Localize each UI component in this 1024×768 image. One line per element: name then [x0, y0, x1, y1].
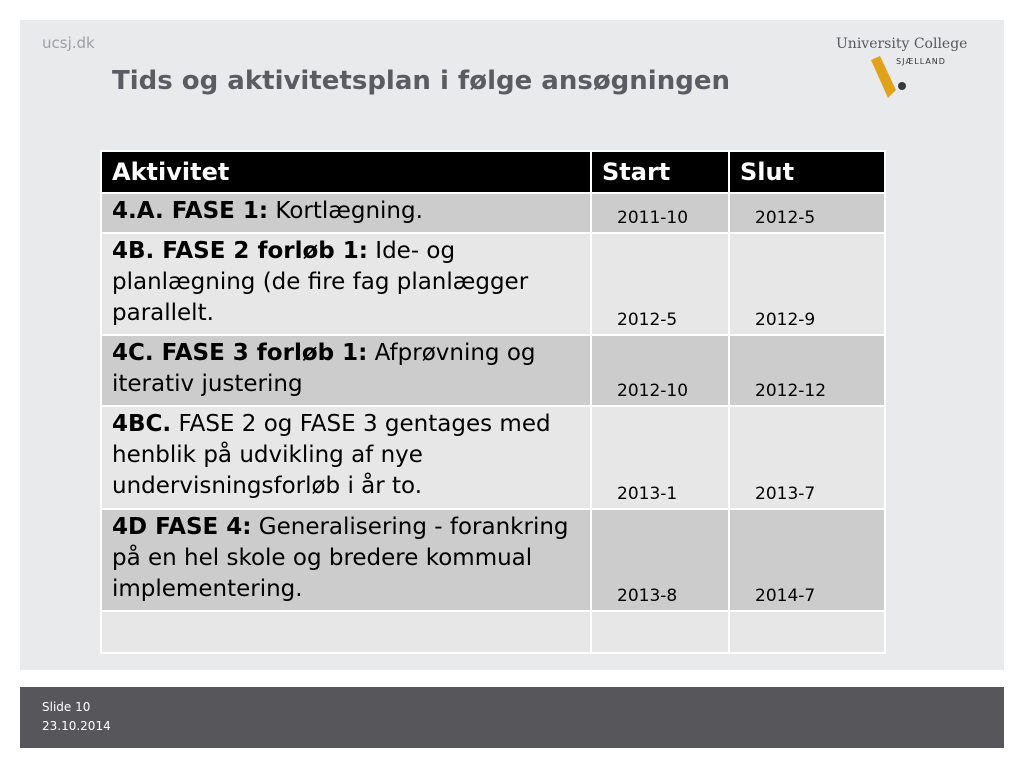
table-row: [101, 193, 885, 233]
table-row: [101, 335, 885, 406]
activity-phase: 4D FASE 4:: [112, 514, 252, 540]
start-date: 2011-10: [591, 193, 729, 233]
activity-cell: [101, 233, 591, 335]
activity-description: Kortlægning.: [268, 198, 423, 224]
slide-number: Slide 10: [42, 700, 91, 714]
table-header-row: [101, 151, 885, 193]
activity-cell: [101, 611, 591, 653]
activity-description: FASE 2 og FASE 3 gentages med henblik på udvikling af nye undervisningsforløb i år to.: [112, 411, 551, 499]
end-date: 2013-7: [729, 406, 885, 509]
activity-phase: 4C. FASE 3 forløb 1:: [112, 340, 368, 366]
header-end: Slut: [729, 151, 885, 193]
activity-description: Ide- og planlægning (de fire fag planlægger parallelt.: [112, 238, 529, 326]
start-date: 2013-1: [591, 406, 729, 509]
end-date: 2012-12: [729, 335, 885, 406]
site-url: ucsj.dk: [42, 34, 95, 52]
table-row: [101, 611, 885, 653]
activity-cell: [101, 509, 591, 611]
end-date: [729, 611, 885, 653]
start-date: [591, 611, 729, 653]
table-row: [101, 509, 885, 611]
slide-title: Tids og aktivitetsplan i følge ansøgningen: [112, 66, 730, 96]
logo-subtitle: SJÆLLAND: [896, 57, 946, 66]
activity-phase: 4BC.: [112, 411, 172, 437]
header-activity: Aktivitet: [101, 151, 591, 193]
start-date: 2013-8: [591, 509, 729, 611]
logo-name: University College: [836, 36, 968, 52]
activity-description: Afprøvning og iterativ justering: [112, 340, 536, 397]
activity-cell: [101, 193, 591, 233]
end-date: 2012-5: [729, 193, 885, 233]
end-date: 2014-7: [729, 509, 885, 611]
table-row: [101, 406, 885, 509]
end-date: 2012-9: [729, 233, 885, 335]
activity-cell: [101, 406, 591, 509]
header-start: Start: [591, 151, 729, 193]
activity-plan-table: [100, 150, 886, 654]
university-logo: [836, 36, 986, 106]
table-row: [101, 233, 885, 335]
activity-description: Generalisering - forankring på en hel skole og bredere kommual implementering.: [112, 514, 569, 602]
start-date: 2012-10: [591, 335, 729, 406]
activity-phase: 4.A. FASE 1:: [112, 198, 269, 224]
start-date: 2012-5: [591, 233, 729, 335]
footer-bar: [20, 687, 1004, 748]
activity-phase: 4B. FASE 2 forløb 1:: [112, 238, 368, 264]
activity-cell: [101, 335, 591, 406]
slide-date: 23.10.2014: [42, 719, 111, 733]
